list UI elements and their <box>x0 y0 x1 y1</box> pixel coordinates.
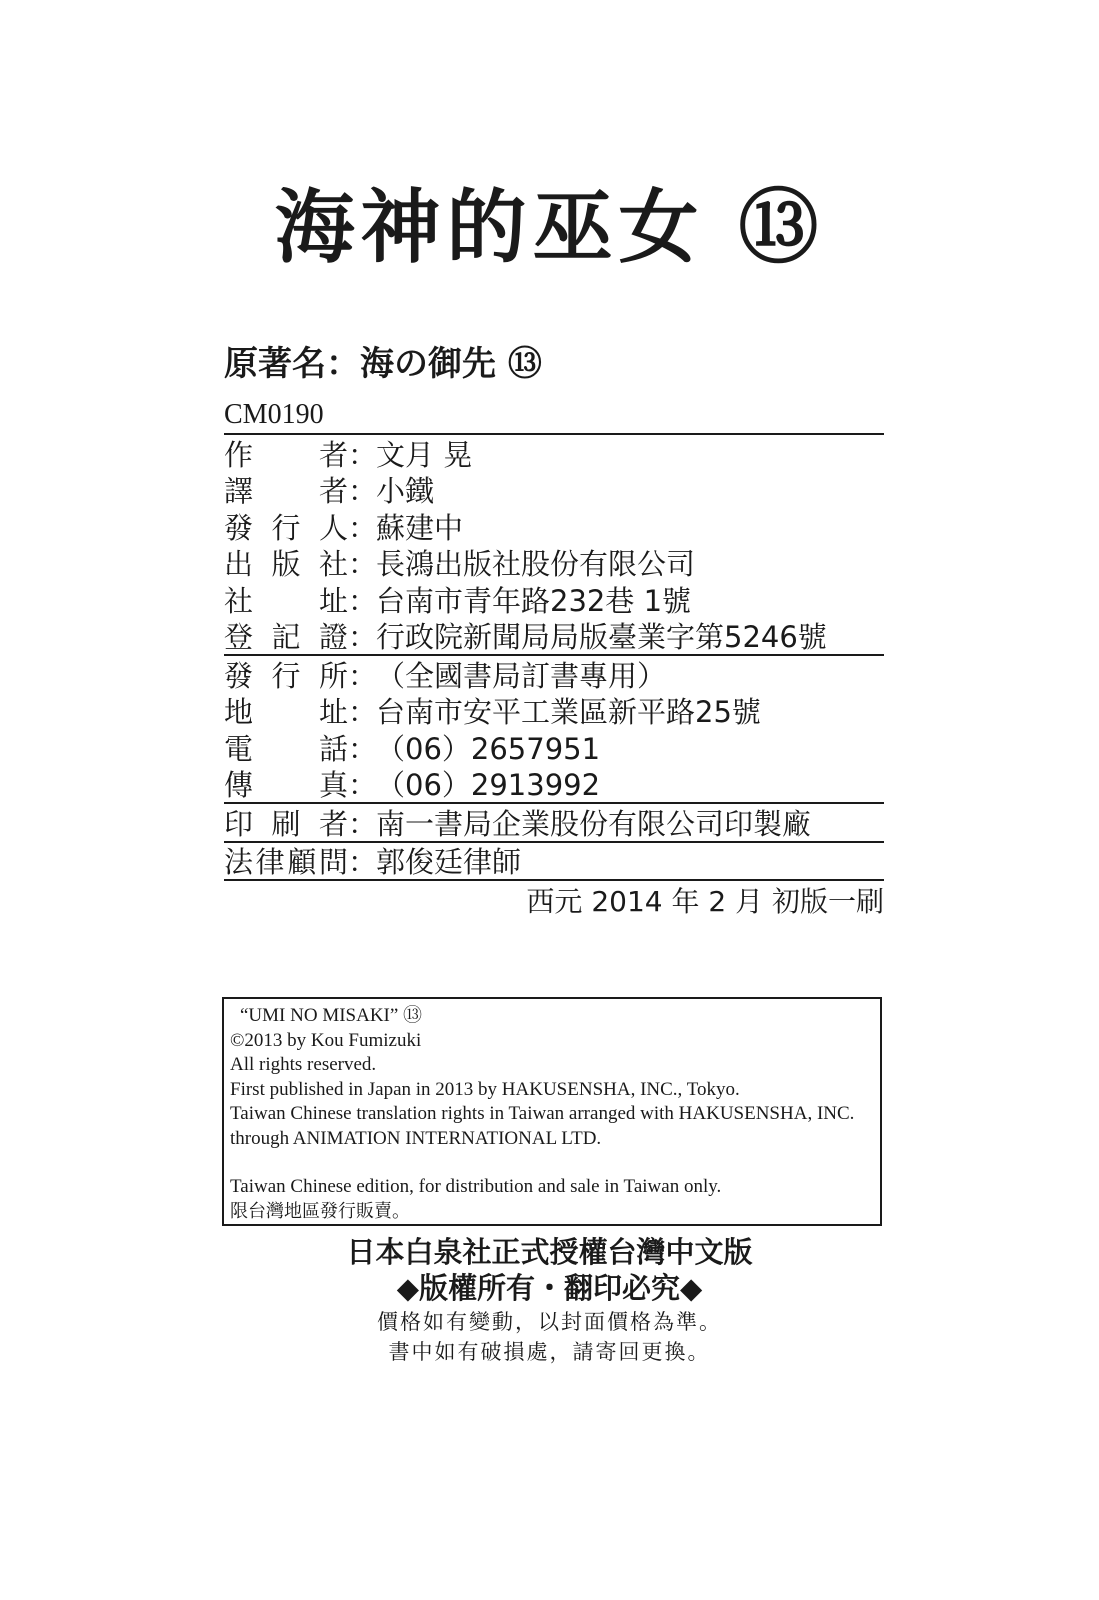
info-row-translator <box>224 472 884 509</box>
colon: ： <box>348 547 378 582</box>
label-char: 印 <box>224 806 254 841</box>
info-value-translator: 小鐵 <box>376 474 435 509</box>
label-char: 出 <box>224 547 254 582</box>
info-value-phone: （06）2657951 <box>376 731 601 766</box>
label-char: 證 <box>318 620 348 655</box>
label-char: 電 <box>224 731 254 766</box>
info-group-legal <box>224 843 884 882</box>
rights-line-distribution-en: Taiwan Chinese edition, for distribution and sale in Taiwan only. <box>230 1176 722 1197</box>
info-value-publisher: 長鴻出版社股份有限公司 <box>376 547 696 582</box>
info-row-publisher-address <box>224 581 884 618</box>
label-char: 社 <box>318 547 348 582</box>
info-value-distributor-address: 台南市安平工業區新平路25號 <box>376 695 761 730</box>
label-char: 登 <box>224 620 254 655</box>
rights-line-distribution-zh: 限台灣地區發行販賣。 <box>230 1200 410 1222</box>
label-char: 行 <box>271 658 301 693</box>
label-char: 行 <box>271 510 301 545</box>
info-row-distributor <box>224 656 884 693</box>
info-row-registration <box>224 618 884 655</box>
book-title: 海神的巫女 ⑬ <box>274 181 825 274</box>
info-group-distributor <box>224 656 884 804</box>
info-value-printer: 南一書局企業股份有限公司印製廠 <box>376 806 812 841</box>
colon: ： <box>348 510 378 545</box>
label-char: 傳 <box>224 768 254 803</box>
label-char: 作 <box>224 437 254 472</box>
original-title: 原著名：海の御先 ⑬ <box>224 344 542 384</box>
label-char: 真 <box>318 768 348 803</box>
info-row-publisher <box>224 545 884 582</box>
rights-line-original-title: “UMI NO MISAKI” ⑬ <box>240 1005 423 1026</box>
info-row-phone <box>224 729 884 766</box>
label-char: 址 <box>318 695 348 730</box>
info-value-publisher-address: 台南市青年路232巷 1號 <box>376 583 692 618</box>
label-char: 者 <box>318 437 348 472</box>
colon: ： <box>348 620 378 655</box>
license-statement: 日本白泉社正式授權台灣中文版 <box>346 1235 753 1269</box>
label-char: 問 <box>318 845 348 880</box>
colon: ： <box>348 695 378 730</box>
catalog-number: CM0190 <box>224 399 324 430</box>
label-char: 所 <box>318 658 348 693</box>
label-char: 話 <box>318 731 348 766</box>
info-value-fax: （06）2913992 <box>376 768 601 803</box>
rights-line-reserved: All rights reserved. <box>230 1054 377 1075</box>
info-value-registration: 行政院新聞局局版臺業字第5246號 <box>376 620 827 655</box>
info-value-legal-counsel: 郭俊廷律師 <box>376 845 522 880</box>
info-row-legal-counsel <box>224 843 884 880</box>
colon: ： <box>348 731 378 766</box>
label-char: 版 <box>271 547 301 582</box>
info-row-issuer <box>224 508 884 545</box>
label-char: 者 <box>318 474 348 509</box>
label-char: 記 <box>271 620 301 655</box>
label-char: 發 <box>224 658 254 693</box>
label-char: 法 <box>224 845 254 880</box>
info-row-printer <box>224 804 884 841</box>
edition-date: 西元 2014 年 2 月 初版一刷 <box>526 885 884 918</box>
colon: ： <box>348 845 378 880</box>
copyright-statement: ◆版權所有・翻印必究◆ <box>396 1271 703 1305</box>
publication-info-table <box>224 433 884 881</box>
label-char: 者 <box>318 806 348 841</box>
label-char: 社 <box>224 583 254 618</box>
colon: ： <box>348 806 378 841</box>
info-row-distributor-address <box>224 693 884 730</box>
colon: ： <box>348 437 378 472</box>
colon: ： <box>348 658 378 693</box>
info-group-printer <box>224 804 884 843</box>
label-char: 發 <box>224 510 254 545</box>
label-char: 顧 <box>287 845 317 880</box>
label-char: 址 <box>318 583 348 618</box>
info-value-author: 文月 晃 <box>376 437 473 472</box>
price-note: 價格如有變動，以封面價格為準。 <box>377 1310 722 1334</box>
colon: ： <box>348 768 378 803</box>
damage-note: 書中如有破損處，請寄回更換。 <box>388 1340 711 1364</box>
info-value-issuer: 蘇建中 <box>376 510 464 545</box>
rights-line-first-published: First published in Japan in 2013 by HAKUSENSHA, INC., Tokyo. <box>230 1078 740 1100</box>
info-group-publisher <box>224 435 884 656</box>
rights-line-translation-rights: Taiwan Chinese translation rights in Taiwan arranged with HAKUSENSHA, INC. <box>230 1103 855 1124</box>
label-char: 刷 <box>271 806 301 841</box>
rights-spacer <box>230 1151 874 1175</box>
label-char: 地 <box>224 695 254 730</box>
rights-notice-box <box>222 997 882 1226</box>
rights-line-agency: through ANIMATION INTERNATIONAL LTD. <box>230 1127 602 1149</box>
label-char: 律 <box>255 845 285 880</box>
colon: ： <box>348 474 378 509</box>
info-value-distributor: （全國書局訂書專用） <box>376 658 667 693</box>
rights-line-copyright: ©2013 by Kou Fumizuki <box>230 1029 422 1051</box>
label-char: 譯 <box>224 474 254 509</box>
info-row-author <box>224 435 884 472</box>
label-char: 人 <box>318 510 348 545</box>
info-row-fax <box>224 766 884 803</box>
colon: ： <box>348 583 378 618</box>
